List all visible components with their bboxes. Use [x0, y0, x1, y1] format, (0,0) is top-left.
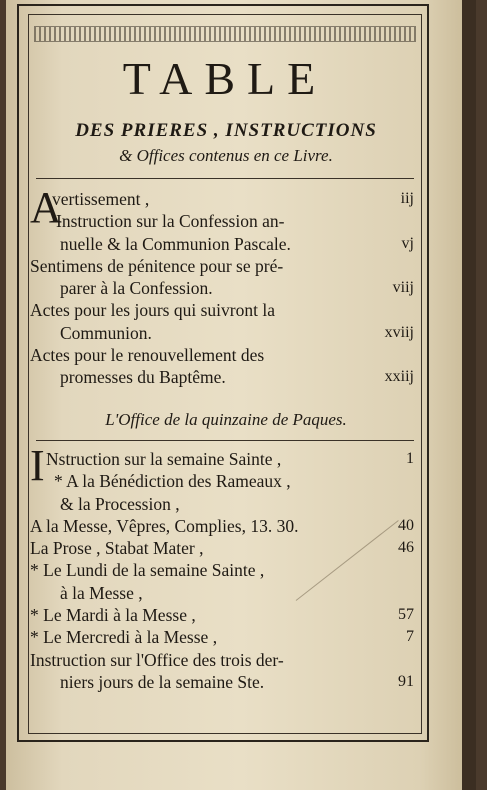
toc-entry: [30, 537, 414, 559]
toc-entry: [30, 366, 414, 388]
page-number: xviij: [384, 323, 414, 341]
drop-cap-i: I: [30, 441, 45, 490]
toc-entry: [30, 233, 414, 255]
divider-rule: [36, 440, 414, 441]
entry-text: Instruction sur l'Office des trois der-: [30, 649, 284, 670]
entry-text: à la Messe ,: [60, 582, 143, 603]
entry-text: nuelle & la Communion Pascale.: [60, 233, 291, 254]
book-page: [6, 0, 476, 790]
entry-text: * Le Lundi de la semaine Sainte ,: [30, 560, 265, 581]
entry-text: Nstruction sur la semaine Sainte ,: [46, 449, 282, 469]
toc-entry: [30, 188, 414, 210]
entry-text: * Le Mercredi à la Messe ,: [30, 627, 218, 648]
entry-text: La Prose , Stabat Mater ,: [30, 538, 204, 559]
toc-entry: [30, 448, 414, 470]
toc-entry: [30, 604, 414, 626]
subtitle-line-1: DES PRIERES , INSTRUCTIONS: [75, 120, 377, 141]
toc-entry: [30, 299, 414, 321]
toc-entry: [30, 322, 414, 344]
page-number: iij: [400, 190, 414, 207]
toc-entry: [30, 671, 414, 693]
page-edge-shadow: [462, 0, 476, 790]
entry-text: A la Messe, Vêpres, Complies, 13. 30.: [30, 515, 299, 536]
toc-entry: [30, 493, 414, 515]
toc-entry: [30, 277, 414, 299]
toc-section-1: [30, 183, 414, 389]
page-number: 57: [398, 606, 414, 624]
toc-entry: [30, 344, 414, 366]
entry-text: vertissement ,: [52, 189, 150, 209]
page-number: viij: [392, 279, 414, 297]
entry-text: * Le Mardi à la Messe ,: [30, 605, 196, 626]
divider-rule: [36, 178, 414, 179]
toc-entry: [30, 559, 414, 581]
page-title: TABLE: [122, 53, 328, 104]
toc-section-2: [30, 441, 414, 693]
entry-text: Actes pour le renouvellement des: [30, 345, 265, 366]
entry-text: & la Procession ,: [60, 493, 180, 514]
entry-text: * A la Bénédiction des Rameaux ,: [54, 471, 291, 492]
page-number: 7: [406, 628, 414, 646]
toc-entry: [30, 626, 414, 648]
entry-text: parer à la Confession.: [60, 278, 213, 299]
subtitle-line-2: & Offices contenus en ce Livre.: [119, 146, 333, 165]
entry-text: Sentimens de pénitence pour se pré-: [30, 255, 284, 276]
page-number: xxiij: [384, 368, 414, 386]
toc-entry: [30, 582, 414, 604]
page-number: 46: [398, 539, 414, 557]
entry-text: Instruction sur la Confession an-: [56, 211, 285, 232]
ornament-band: [34, 26, 416, 42]
toc-entry: [30, 210, 414, 232]
drop-cap-a: A: [30, 183, 62, 232]
toc-entry: [30, 470, 414, 492]
toc-entry: [30, 255, 414, 277]
page-number: 40: [398, 516, 414, 534]
entry-text: Communion.: [60, 322, 152, 343]
entry-text: Actes pour les jours qui suivront la: [30, 300, 275, 321]
page-number: vj: [401, 234, 414, 252]
page-number: 91: [398, 672, 414, 690]
entry-text: niers jours de la semaine Ste.: [60, 671, 265, 692]
page-number: 1: [406, 450, 414, 467]
office-heading: L'Office de la quinzaine de Paques.: [105, 410, 347, 429]
toc-entry: [30, 515, 414, 537]
toc-entry: [30, 649, 414, 671]
entry-text: promesses du Baptême.: [60, 367, 226, 388]
